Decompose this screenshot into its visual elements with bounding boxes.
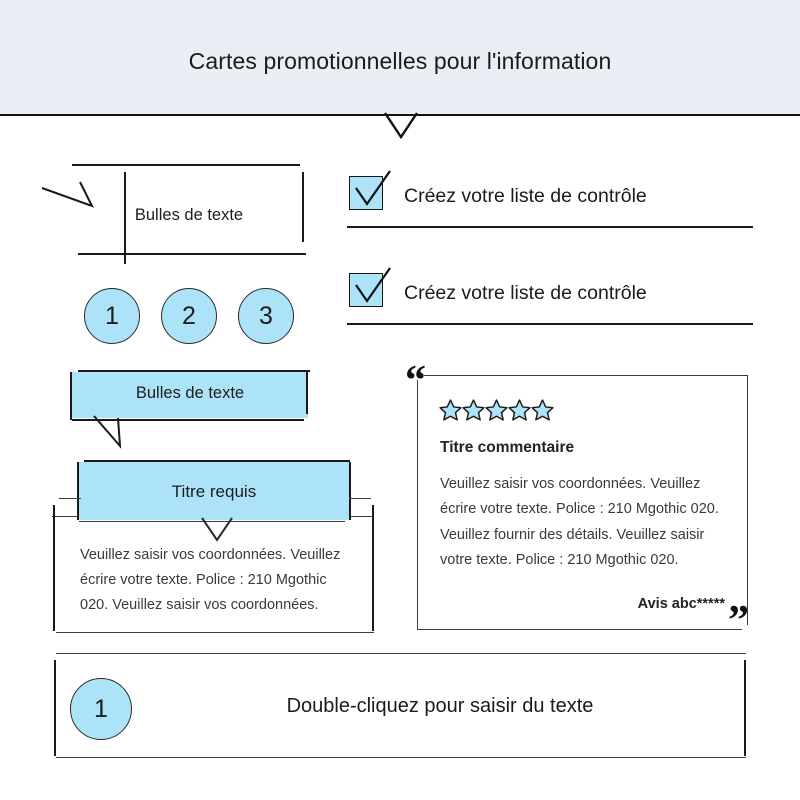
review-title: Titre commentaire [440, 439, 575, 456]
text-bubble-filled-top-edge [78, 370, 310, 372]
bottom-card-top-edge [56, 653, 746, 654]
chevron-down-notch-icon [376, 112, 426, 142]
text-bubble-plain-bottom-edge [78, 253, 306, 255]
review-card-top-edge [424, 375, 748, 376]
checkmark-icon [349, 169, 395, 213]
banner-tail-down-icon [194, 516, 240, 544]
bottom-card-badge-label: 1 [94, 694, 108, 723]
page-title: Cartes promotionnelles pour l'information [188, 48, 612, 74]
star-icon [438, 398, 463, 423]
required-banner-left-stub [59, 498, 81, 499]
star-icon [484, 398, 509, 423]
star-icon [507, 398, 532, 423]
text-bubble-plain-label: Bulles de texte [134, 206, 244, 224]
review-card-left-edge [417, 380, 418, 630]
speech-tail-down-icon [92, 414, 138, 450]
bottom-card-right-edge [744, 660, 746, 756]
open-quote-icon: “ [405, 358, 426, 404]
bottom-card-badge[interactable] [70, 678, 132, 740]
star-rating[interactable] [438, 398, 555, 423]
bottom-card-left-edge [54, 660, 56, 756]
review-card-right-edge [747, 375, 748, 625]
bottom-card-label: Double-cliquez pour saisir du texte [286, 695, 594, 717]
close-quote-icon: ” [728, 598, 749, 644]
bottom-card-bottom-edge [56, 757, 746, 758]
number-circle-label: 2 [182, 301, 196, 330]
number-circle-3[interactable] [238, 288, 294, 344]
star-icon [461, 398, 486, 423]
number-circle-label: 3 [259, 301, 273, 330]
number-circle-label: 1 [105, 301, 119, 330]
review-signature: Avis abc***** [637, 596, 725, 612]
review-body: Veuillez saisir vos coordonnées. Veuillez écrire votre texte. Police : 210 Mgothic 020. Veuillez fournir des détails. Veuillez saisir votre texte. Police : 210 Mgothic 020. [440, 476, 719, 569]
number-circle-1[interactable] [84, 288, 140, 344]
checklist-item-1-label: Créez votre liste de contrôle [404, 185, 647, 207]
required-banner-top-edge [84, 460, 350, 462]
required-banner-right-edge [349, 462, 351, 520]
required-card-right-edge [372, 505, 374, 631]
star-icon [530, 398, 555, 423]
required-card-body: Veuillez saisir vos coordonnées. Veuillez écrire votre texte. Police : 210 Mgothic 020. Veuillez saisir vos coordonnées. [80, 547, 341, 613]
number-circle-2[interactable] [161, 288, 217, 344]
checkmark-icon [349, 266, 395, 310]
text-bubble-filled-label: Bulles de texte [135, 384, 245, 402]
required-banner-label: Titre requis [171, 482, 257, 501]
required-card-bottom-edge [56, 632, 374, 633]
text-bubble-plain-top-edge [72, 164, 300, 166]
required-banner-right-stub [349, 498, 371, 499]
checklist-item-2-divider [347, 323, 753, 325]
checklist-item-2-label: Créez votre liste de contrôle [404, 282, 647, 304]
review-card-bottom-edge [418, 629, 742, 630]
required-card-left-edge [53, 505, 55, 631]
checklist-item-1-divider [347, 226, 753, 228]
